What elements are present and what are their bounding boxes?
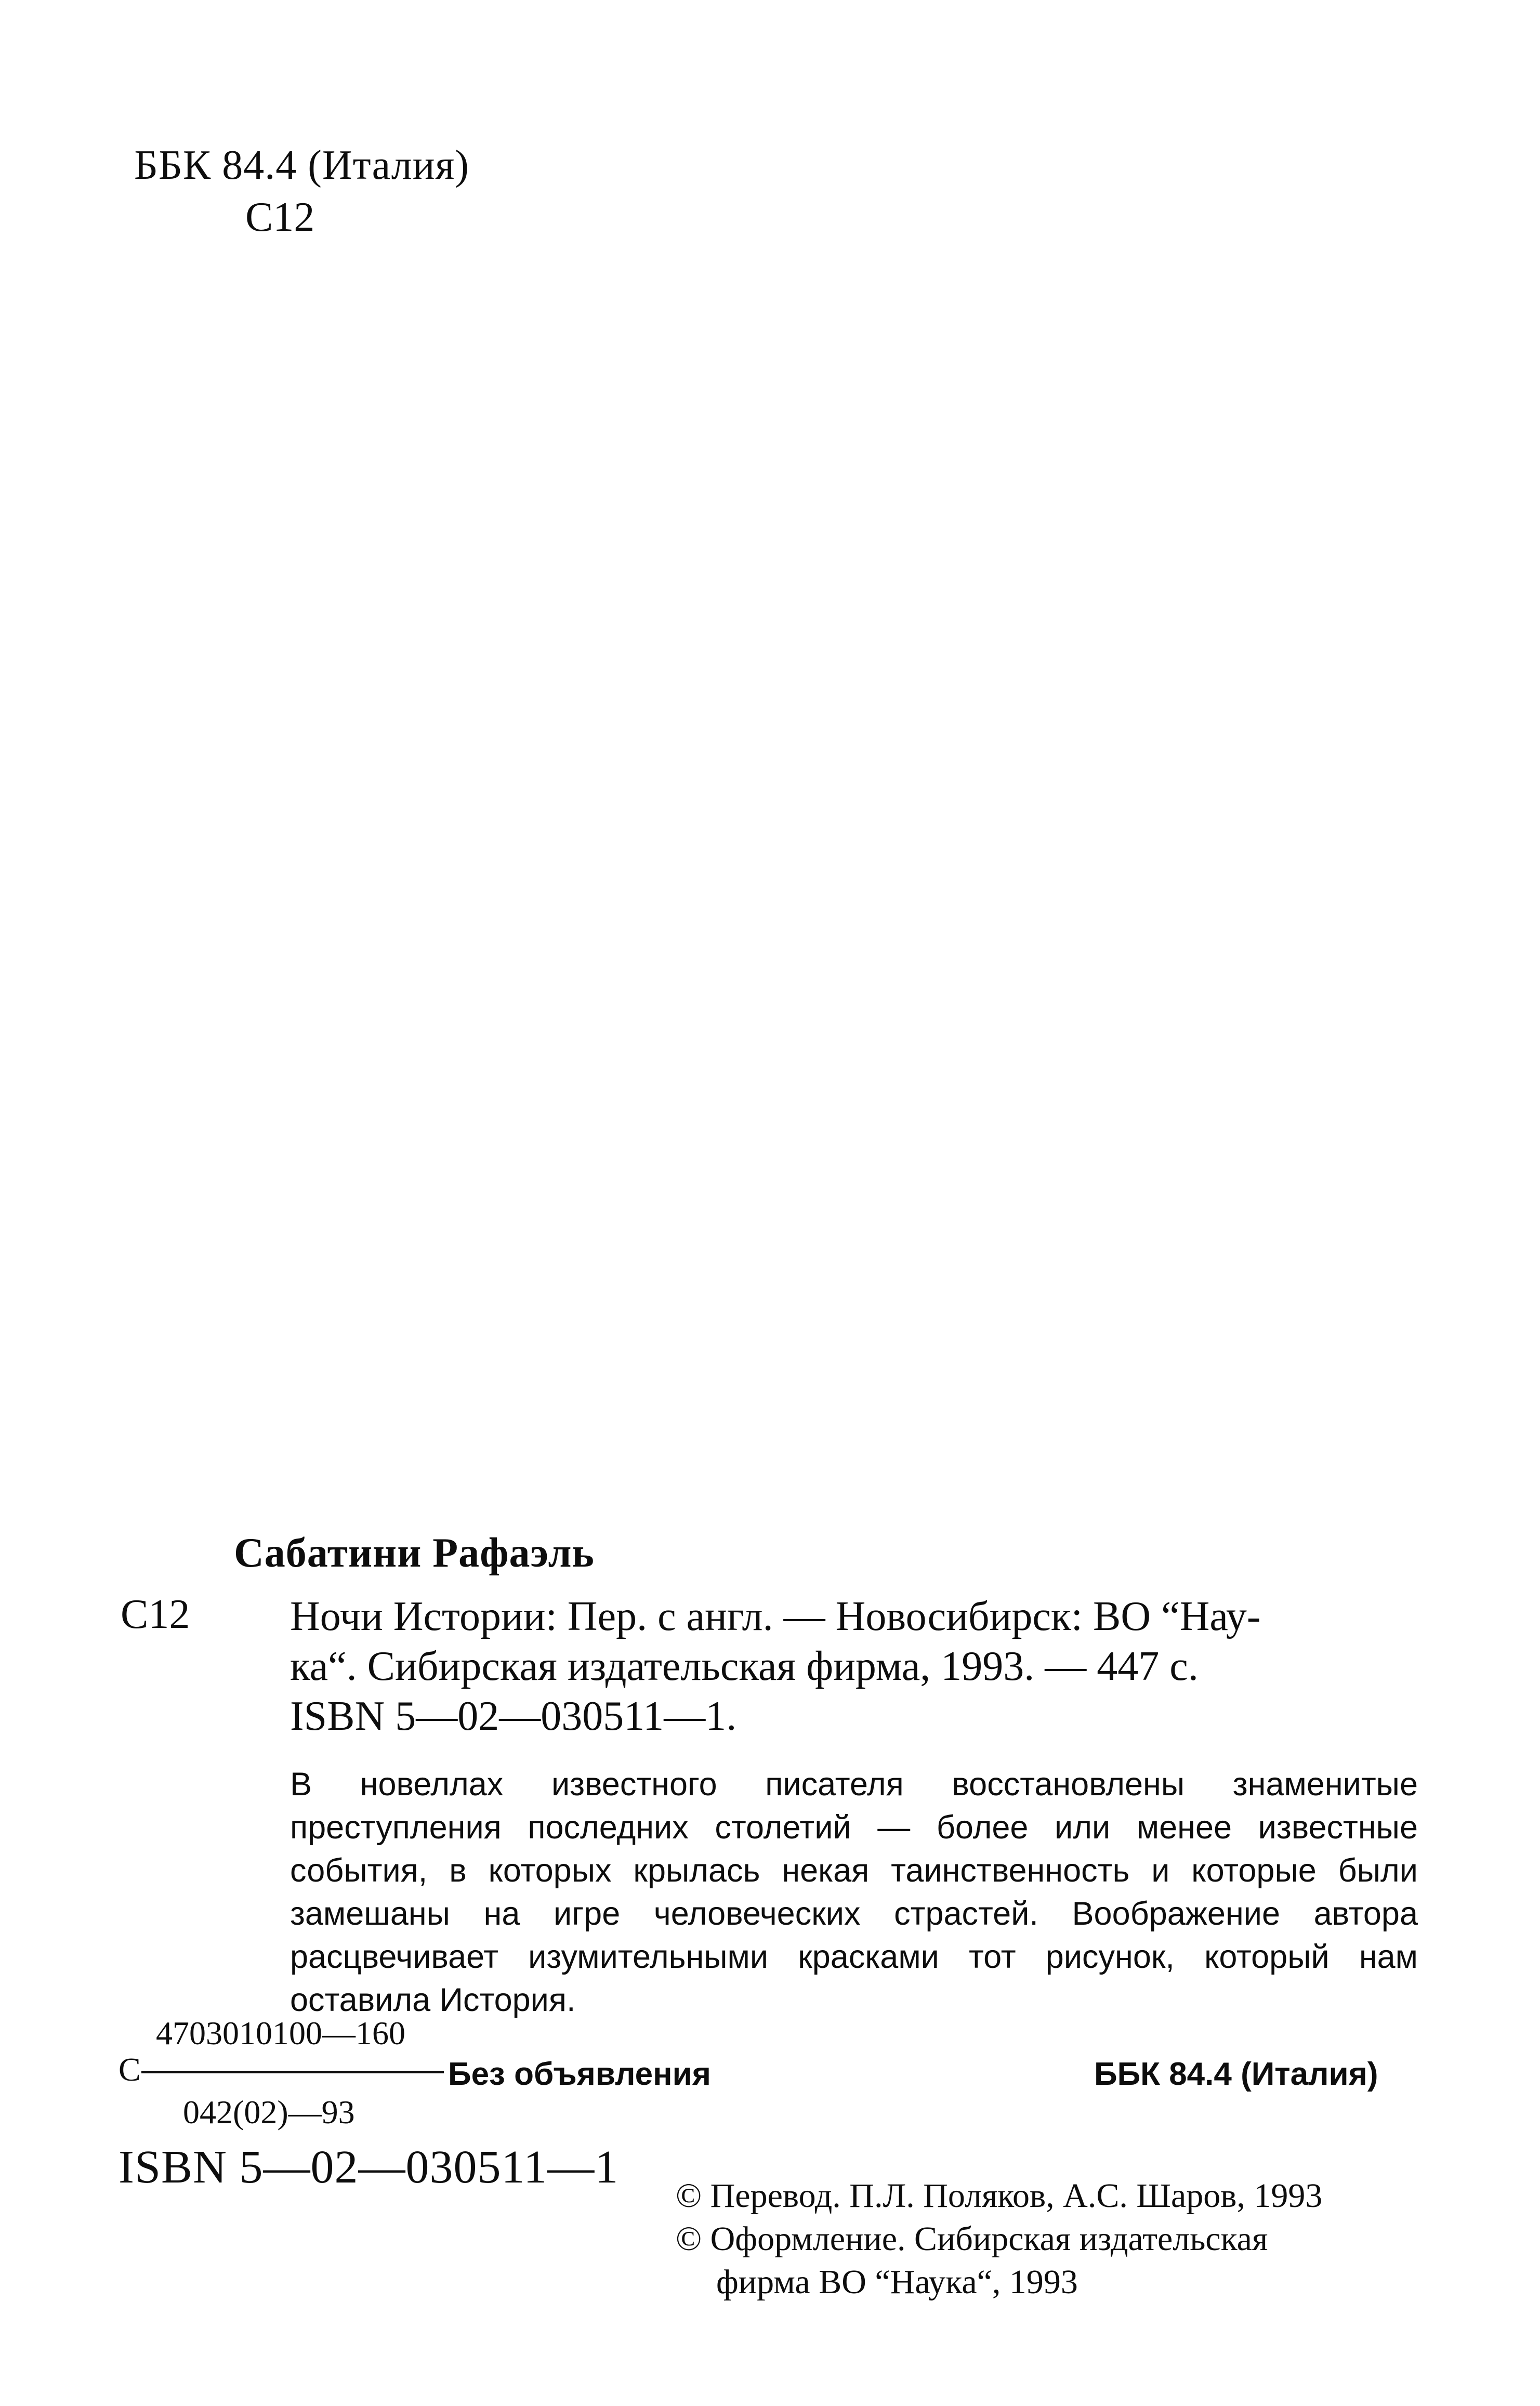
copyright-line: © Оформление. Сибирская издательская bbox=[676, 2220, 1268, 2258]
copyright-line: © Перевод. П.Л. Поляков, А.С. Шаров, 1993 bbox=[676, 2177, 1323, 2215]
footer-bbk-code: ББК 84.4 (Италия) bbox=[1094, 2056, 1378, 2092]
header-bbk-code: ББК 84.4 (Италия) bbox=[134, 142, 469, 188]
bib-line: Ночи Истории: Пер. с англ. — Новосибирск: ВО “Нау- bbox=[290, 1594, 1261, 1639]
author-name: Сабатини Рафаэль bbox=[234, 1530, 595, 1576]
copyright-line: фирма ВО “Наука“, 1993 bbox=[716, 2263, 1078, 2301]
fraction-line bbox=[141, 2071, 444, 2073]
index-numerator: 4703010100—160 bbox=[156, 2015, 405, 2052]
copyright-block bbox=[676, 2174, 1429, 2304]
isbn-number: ISBN 5—02—030511—1 bbox=[119, 2141, 619, 2193]
index-denominator: 042(02)—93 bbox=[183, 2094, 355, 2131]
card-author-code: С12 bbox=[121, 1592, 190, 1637]
bib-line: ISBN 5—02—030511—1. bbox=[290, 1693, 737, 1739]
bibliographic-description bbox=[290, 1592, 1418, 1741]
bib-line: ка“. Сибирская издательская фирма, 1993. — 447 с. bbox=[290, 1644, 1199, 1689]
header-author-code: С12 bbox=[245, 194, 315, 240]
annotation-text: В новеллах известного писателя восстановлены знаменитые преступления последних столетий — более или менее известные события, в которых крылась некая таинственность и которые были замешаны на игре человеческих страстей. Воображение автора расцвечивает изумительными красками тот рисунок, который нам оставила История. bbox=[290, 1766, 1418, 2018]
index-note: Без объявления bbox=[448, 2056, 711, 2092]
index-letter: С bbox=[119, 2051, 141, 2088]
